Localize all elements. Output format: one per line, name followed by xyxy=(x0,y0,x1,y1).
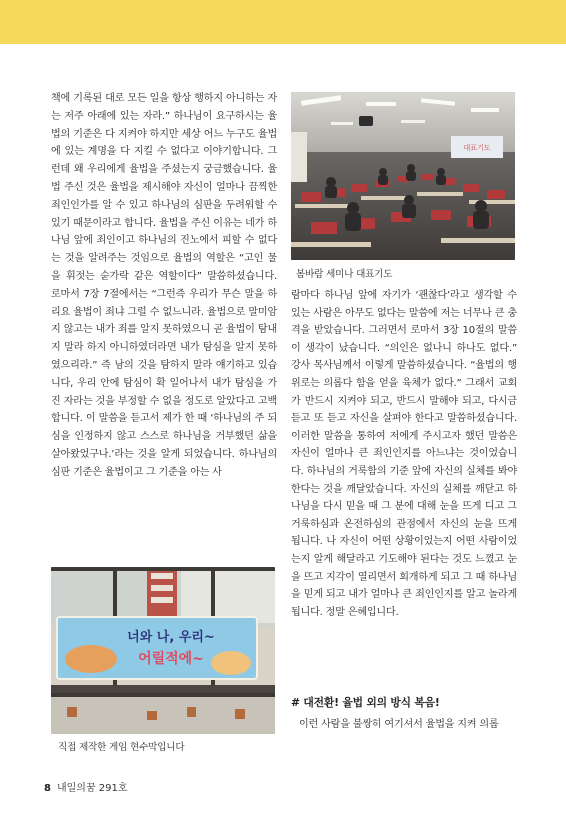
right-column xyxy=(291,287,517,621)
seminar-photo xyxy=(291,92,515,260)
banner-photo-illustration xyxy=(51,567,275,734)
seminar-photo-illustration xyxy=(291,92,515,260)
banner-photo xyxy=(51,567,275,734)
section-heading: # 대전환! 율법 외의 방식 복음! xyxy=(291,696,440,709)
right-paragraph: 람마다 하나님 앞에 자기가 ‘괜찮다’라고 생각할 수 있는 사람은 아무도 없다는 말씀에 저는 너무나 큰 충격을 받았습니다. 그러면서 로마서 3장 10절의 말씀이 생각이 났습니다. “의인은 없나니 하나도 없다.” 강사 목사님께서 이렇게 말씀하셨습니다. “율법의 행위로는 의롭다 함을 얻을 육체가 없다.” 그래서 교회가 반드시 지켜야 되고, 반드시 말해야 되고, 다시금 듣고 또 듣고 자신을 살펴야 한다고 말씀하셨습니다. 이러한 말씀을 통하여 저에게 주시고자 했던 말씀은 자신이 얼마나 큰 죄인인지를 아느냐는 것이었습니다. 하나님의 거룩함의 기준 앞에 자신의 실체를 봐야 한다는 것을 깨달았습니다. 자신의 실체를 깨닫고 하나님을 다시 믿을 때 그 분에 대해 눈을 뜨게 디고 그 거룩하심과 온전하심의 관점에서 자신의 눈을 뜨게 됩니다. 나 자신이 어떤 상황이었는지 어떤 사람이었는지 알게 해달라고 기도해야 된다는 것도 느꼈고 눈을 뜨고 지각이 열리면서 회개하게 되고 그 때 하나님을 믿게 되고 내가 얼마나 큰 죄인인지를 알고 놀라게 됩니다. 정말 은혜입니다. xyxy=(291,290,517,618)
banner-photo-caption: 직접 제작한 게임 현수막입니다 xyxy=(58,742,185,753)
left-paragraph: 책에 기록된 대로 모든 일을 항상 행하지 아니하는 자는 저주 아래에 있는 자라.” 하나님이 요구하시는 율법의 기준은 다 지켜야 하지만 세상 어느 누구도 율법에 있는 계명을 다 지킬 수 없다고 이야기합니다. 그런데 왜 우리에게 율법을 주셨는지 궁금했습니다. 율법 주신 것은 율법을 제시해야 자신이 얼마나 끔찍한 죄인인가를 알 수 있고 하나님의 심판을 두려워할 수 있기 때문이라고 합니다. 율법을 주신 이유는 네가 하나님 앞에 죄인이고 하나님의 진노에서 피할 수 없다는 것을 알려주는 것임으로 율법의 역할은 “고인 물을 휘젓는 숟가락 같은 역할이다” 말씀하셨습니다. 로마서 7장 7절에서는 “그런즉 우리가 무슨 말을 하리요 율법이 죄냐 그럴 수 없느니라. 율법으로 말미암지 않고는 내가 죄를 알지 못하였으니 곧 율법이 탐내지 말라 하지 아니하였더라면 내가 탐심을 알지 못하였으리라.” 즉 남의 것을 탐하지 말라 얘기하고 있습니다, 우리 안에 탐심이 확 일어나서 내가 탐심을 가진 자라는 것을 부정할 수 없을 정도로 알았다고 고백합니다. 이 말씀을 듣고서 제가 한 때 ‘하나님의 주 되심을 인정하지 않고 스스로 하나님을 거부했던 삶을 살아왔었구나.’라는 것을 알게 되었습니다. 하나님의 심판 기준은 율법이고 그 기준을 아는 사 xyxy=(51,93,277,478)
page-footer xyxy=(44,779,128,794)
magazine-name: 내일의꿈 291호 xyxy=(56,783,128,794)
banner-title-line1: 너와 나, 우리~ xyxy=(127,630,215,645)
page-number: 8 xyxy=(44,783,51,794)
screen-text: 대표기도 xyxy=(463,144,491,152)
section-body: 이런 사람을 불쌍히 여기셔서 율법을 지켜 의롭 xyxy=(299,719,499,730)
header-band xyxy=(0,0,566,44)
seminar-photo-caption: 봄바람 세미나 대표기도 xyxy=(296,269,393,280)
banner-title-line2: 어릴적에~ xyxy=(138,651,204,667)
left-column xyxy=(51,90,277,482)
